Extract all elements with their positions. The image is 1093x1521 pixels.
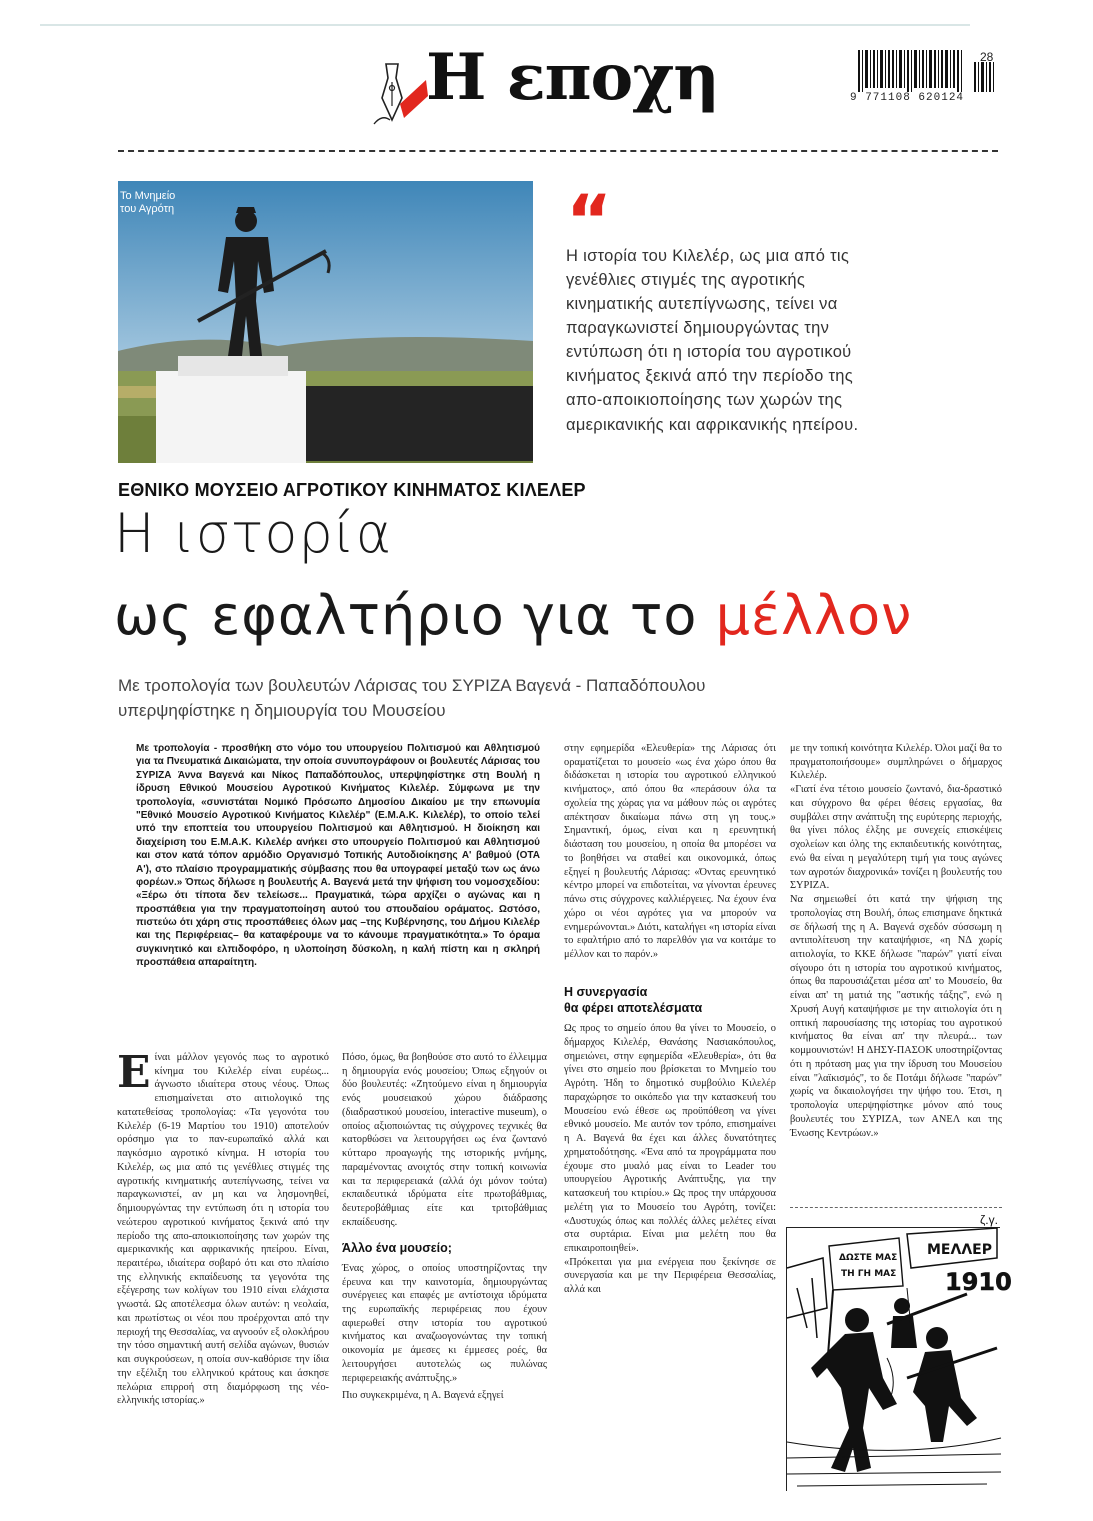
body-column-1 — [117, 1047, 329, 1408]
signature-divider — [790, 1207, 1002, 1208]
uprising-drawing — [787, 1228, 1012, 1492]
body-paragraph: Πιο συγκεκριμένα, η Α. Βαγενά εξηγεί — [342, 1390, 504, 1402]
masthead-logo — [368, 40, 728, 146]
banner-text: ΜΕΛΛΕΡ — [927, 1242, 992, 1258]
author-signature: ζ.γ. — [980, 1213, 998, 1227]
body-column-3 — [564, 742, 776, 1297]
section-subhead: Άλλο ένα μουσείο; — [342, 1240, 452, 1255]
barcode — [850, 50, 1000, 92]
body-paragraph: με την τοπική κοινότητα Κιλελέρ. Όλοι μαζί θα το πραγματοποιήσουμε» συμπληρώνει ο δήμαρχος Κιλελέρ. — [790, 743, 1002, 782]
body-paragraph: ίναι μάλλον γεγονός πως το αγροτικό κίνημα του Κιλελέρ είναι ευρέως... άγνωστο ιδιαίτερα στους νέους. Όπως επισημαίνεται στο αιτιολογικό της κατατεθείσας τροπολογίας: «Τα γεγονότα του Κιλελέρ (6-19 Μαρτίου του 1910) αποτελούν ορόσημο για το παν-ευρωπαϊκό αλλά και παγκόσμιο αγροτικό κίνημα. Η ιστορία του Κιλελέρ, ως μια από τις γενέθλιες στιγμές της αγροτικής κινηματικής αυτεπίγνωσης, τείνει να παραγκωνιστεί, αν μη και να λησμονηθεί, δημιουργώντας την εντύπωση ότι η ιστορία του νεώτερου αγροτικού κινήματος ξεκινά από την περίοδο της απο-αποικιοποίησης των χωρών της αμερικανικής και αφρικανικής ηπείρου. Είναι, περαιτέρω, ιδιαίτερα σοβαρό ότι και στο πλαίσιο της ελληνικής εκπαίδευσης τα γεγονότα της εξέγερσης των κολίγων του 1910 είναι ελάχιστα γνωστά. Ως αποτέλεσμα όλων αυτών: η νεολαία, και πρωτίστως οι νέοι που προέρχονται από την περιοχή της Θεσσαλίας, να αγνοούν εξ ολοκλήρου την τόσο σημαντική αυτή σελίδα αγώνων, θυσιών και συγκρούσεων, η οποία συν-καθόρισε την ίδια την εξέλιξη του ελληνικού κράτους και άσκησε πελώρια επιρροή στη διαμόρφωση της νέο-ελληνικής ιστορίας.» — [117, 1052, 329, 1407]
quote-mark-icon: “ — [566, 180, 613, 262]
body-paragraph: Ένας χώρος, ο οποίος υποστηρίζοντας την έρευνα και την καινοτομία, δημιουργώντας συνέργειες και επαφές με αντίστοιχα ιδρύματα της ευρωπαϊκής περιφέρειας που έχουν αφιερωθεί στην ιστορία του αγροτικού κινήματος και αναζωογονώντας την τοπική οικονομία με άμεσες κι έμμεσες ροές, θα λειτουργήσει αυτοτελώς ως πυλώνας περιφερειακής ανάπτυξης.» — [342, 1262, 547, 1384]
section-subhead: Η συνεργασία θα φέρει αποτελέσματα — [564, 984, 703, 1015]
top-rule — [40, 24, 970, 26]
monument-image — [118, 181, 533, 463]
flag-text-2: ΤΗ ΓΗ ΜΑΣ — [841, 1269, 897, 1279]
year-text: 1910 — [945, 1268, 1012, 1296]
body-paragraph: Πόσο, όμως, θα βοηθούσε στο αυτό το έλλειμμα η δημιουργία ενός μουσείου; Όπως εξηγούν οι δύο βουλευτές: «Ζητούμενο είναι η δημιουργία ενός μουσειακού χώρου διάδρασης (διαδραστικού μουσείου, interactive museum), ο οποίος αξιοποιώντας τις σύγχρονες τεχνικές θα κατορθώσει να λειτουργήσει ως ένα ζωντανό κύτταρο προαγωγής της ιστορικής μνήμης, παραμένοντας ανοιχτός στην τοπική κοινωνία και τα περιφερειακά (αλλά όχι μόνον τούτα) εκπαιδευτικά ιδρύματα είτε πρωτοβάθμιας, δευτεροβάθμιας είτε και τριτοβάθμιας εκπαίδευσης. — [342, 1052, 547, 1228]
body-paragraph: Ως προς το σημείο όπου θα γίνει το Μουσείο, ο δήμαρχος Κιλελέρ, Θανάσης Νασιακόπουλος, σημειώνει, στην εφημερίδα «Ελευθερία», ότι θα γίνει στο σημείο που βρίσκεται το Μνημείο του Αγρότη. Ήδη το δημοτικό συμβούλιο Κιλελέρ παραχώρησε το οικόπεδο για την κατασκευή του Μουσείου ενώ έθεσε ως προϋπόθεση να γίνει εθνικό μουσείο. Με αυτόν τον τρόπο, επισημαίνει η Α. Βαγενά θα έχει και άλλες δυνατότητες χρηματοδότησης. «Ένα από τα προγράμματα που έχουμε στο μυαλό μας είναι το Leader του υπουργείου Αγροτικής Ανάπτυξης, για την κατασκευή του κτιρίου.» Ως προς την υπάρχουσα μελέτη για το Μουσείο του Αγρότη, τονίζει: «Δυστυχώς όπως και πολλές άλλες μελέτες είναι στα συρτάρια. Είναι μια μελέτη που θα επικαιροποιηθεί». — [564, 1023, 776, 1254]
body-paragraph: «Γιατί ένα τέτοιο μουσείο ζωντανό, δια-δραστικό και σύγχρονο θα φέρει θέσεις εργασίας, θα συμβάλει στην ανάπτυξη της ευρύτερης περιοχής, θα γίνει πόλος έλξης με συνεχείς επισκέψεις σχολείων και όλης της εκπαιδευτικής κοινότητας, ενώ θα είναι η μεγαλύτερη τιμή για τους αγώνες των αγροτών διαχρονικά» τονίζει η βουλευτής του ΣΥΡΙΖΑ. — [790, 784, 1002, 892]
page-number: 28 — [980, 50, 994, 64]
kileler-illustration — [786, 1227, 1012, 1491]
lead-paragraph: Με τροπολογία - προσθήκη στο νόμο του υπουργείου Πολιτισμού και Αθλητισμού για τα Πνευματικά Δικαιώματα, την οποία συνυπογράφουν οι βουλευτές Λάρισας του ΣΥΡΙΖΑ Άννα Βαγενά και Νίκος Παπαδόπουλος, υπερψηφίστηκε στη Βουλή η ίδρυση Εθνικού Μουσείου Αγροτικού Κινήματος Κιλελέρ. Σύμφωνα με την τροπολογία, «συνιστάται Νομικό Πρόσωπο Δημοσίου Δικαίου με την επωνυμία "Εθνικό Μουσείο Αγροτικού Κινήματος Κιλελέρ" (Ε.Μ.Α.Κ. Κιλελέρ), το οποίο τελεί υπό την εποπτεία του υπουργείου Πολιτισμού και Αθλητισμού. Η διοίκηση και διαχείριση του Ε.Μ.Α.Κ. Κιλελέρ ανήκει στο υπουργείο Πολιτισμού και Αθλητισμού και στον κατά τόπον αρμόδιο Οργανισμό Τοπικής Αυτοδιοίκησης Α' βαθμού (ΟΤΑ Α'), στο πλαίσιο προγραμματικής σύμβασης που θα υπογραφεί μεταξύ των ως άνω φορέων.» Όπως δήλωσε η βουλευτής Α. Βαγενά μετά την ψήφιση του νομοσχεδίου: «Ξέρω ότι τίποτα δεν τελείωσε... Πραγματικά, τώρα αρχίζει ο αγώνας και η προσπάθεια για την πραγματοποίηση αυτού του σπουδαίου οράματος. Ωστόσο, πιστεύω ότι χάρη στις προσπάθειες όλων μας –της Κυβέρνησης, του Δήμου Κιλελέρ και της Περιφέρειας– θα καταφέρουμε να το κάνουμε πραγματικότητα.» Το όραμα συγκινητικό και ελπιδοφόρο, η υλοποίηση δύσκολη, η καλή πίστη και η σκληρή προσπάθεια απαραίτητη. — [136, 743, 540, 969]
drop-cap: Ε — [117, 1047, 151, 1098]
article-title-line1: Η ιστορία — [114, 502, 393, 565]
barcode-number: 9 771108 620124 — [850, 92, 965, 104]
monument-photo — [118, 181, 533, 463]
photo-caption: Το Μνημείο του Αγρότη — [120, 190, 176, 215]
body-column-4 — [790, 742, 1002, 1140]
masthead-divider — [118, 150, 998, 152]
body-paragraph: Να σημειωθεί ότι κατά την ψήφιση της τροπολογίας στη Βουλή, όπως επισημανε δηκτικά σε δήλωσή της η Α. Βαγενά σχεδόν σύσσωμη η αντιπολίτευση την καταψήφισε, «η ΝΔ χωρίς αιτιολογία, το ΚΚΕ δήλωσε "παρών" γιατί είναι σίγουρο ότι η ιστορία του αγροτικού κινήματος, όπως θα παρουσιάζεται μέσα απ' το Μουσείο, θα είναι απ' τη ματιά της "αστικής τάξης", ενώ η Χρυσή Αυγή καταψήφισε με την αιτιολογία ότι η οπτική παρουσίασης της ιστορίας του αγροτικού κινήματος θα είναι απ' την πλευρά... των κομμουνιστών! Η ΔΗΣΥ-ΠΑΣΟΚ υποστηρίζοντας ότι η πρόταση μας για την ίδρυση του Μουσείου είναι "λαϊκισμός", το δε Ποτάμι δήλωσε "παρών" χωρίς να δικαιολογήσει την ψήφο του. Έτσι, η τροπολογία υπερψηφίστηκε μόνον από τους βουλευτές του ΣΥΡΙΖΑ, των ΑΝΕΛ και της Ένωσης Κεντρώων.» — [790, 894, 1002, 1139]
article-deck: Με τροπολογία των βουλευτών Λάρισας του ΣΥΡΙΖΑ Βαγενά - Παπαδόπουλου υπερψηφίστηκε η δημιουργία του Μουσείου — [118, 676, 706, 720]
body-paragraph: «Πρόκειται για μια ενέργεια που ξεκίνησε σε συνεργασία και με την Περιφέρεια Θεσσαλίας, αλλά και — [564, 1256, 776, 1296]
masthead-title: Η εποχη — [426, 40, 719, 115]
flag-text-1: ΔΩΣΤΕ ΜΑΣ — [839, 1253, 898, 1263]
body-column-2 — [342, 1051, 547, 1403]
pull-quote: Η ιστορία του Κιλελέρ, ως μια από τις γενέθλιες στιγμές της αγροτικής κινηματικής αυτεπίγνωσης, τείνει να παραγκωνιστεί δημιουργώντας την εντύπωση ότι η ιστορία του αγροτικού κινήματος ξεκινά από την περίοδο της απο-αποικιοποίησης των χωρών της αμερικανικής και αφρικανικής ηπείρου. — [566, 247, 859, 434]
pen-nib-icon — [368, 58, 428, 128]
title-accent-word: μέλλον — [715, 584, 913, 647]
body-paragraph: στην εφημερίδα «Ελευθερία» της Λάρισας ότι οραματίζεται το μουσείο «ως ένα χώρο όπου θα διδάσκεται η ιστορία του αγροτικού ελληνικού κινήματος», από όπου θα «περάσουν όλα τα σχολεία της χώρας για να μάθουν πώς οι αγρότες απέκτησαν δικαίωμα πάνω στη γη τους.» Σημαντική, όμως, είναι και η ερευνητική διάσταση του μουσείου, η οποία θα μπορέσει να το βοηθήσει να σταθεί και οικονομικά, όπως εξηγεί η βουλευτής Λάρισας: «Όντας ερευνητικό κέντρο μπορεί να επιδοτείται, να γίνονται έρευνες πάνω στις σύγχρονες καλλιέργειες. Να έχουν ένα χώρο οι νέοι αγρότες για να μπορούν να ενημερώνονται.» Διότι, καταλήγει «η ιστορία είναι το εφαλτήριο από το παρελθόν για να κοιτάμε το μέλλον και το παρόν.» — [564, 743, 776, 961]
title-text: ως εφαλτήριο για το — [114, 584, 698, 647]
article-kicker: ΕΘΝΙΚΟ ΜΟΥΣΕΙΟ ΑΓΡΟΤΙΚΟΥ ΚΙΝΗΜΑΤΟΣ ΚΙΛΕΛΕΡ — [118, 480, 586, 500]
article-title-line2 — [114, 584, 912, 647]
